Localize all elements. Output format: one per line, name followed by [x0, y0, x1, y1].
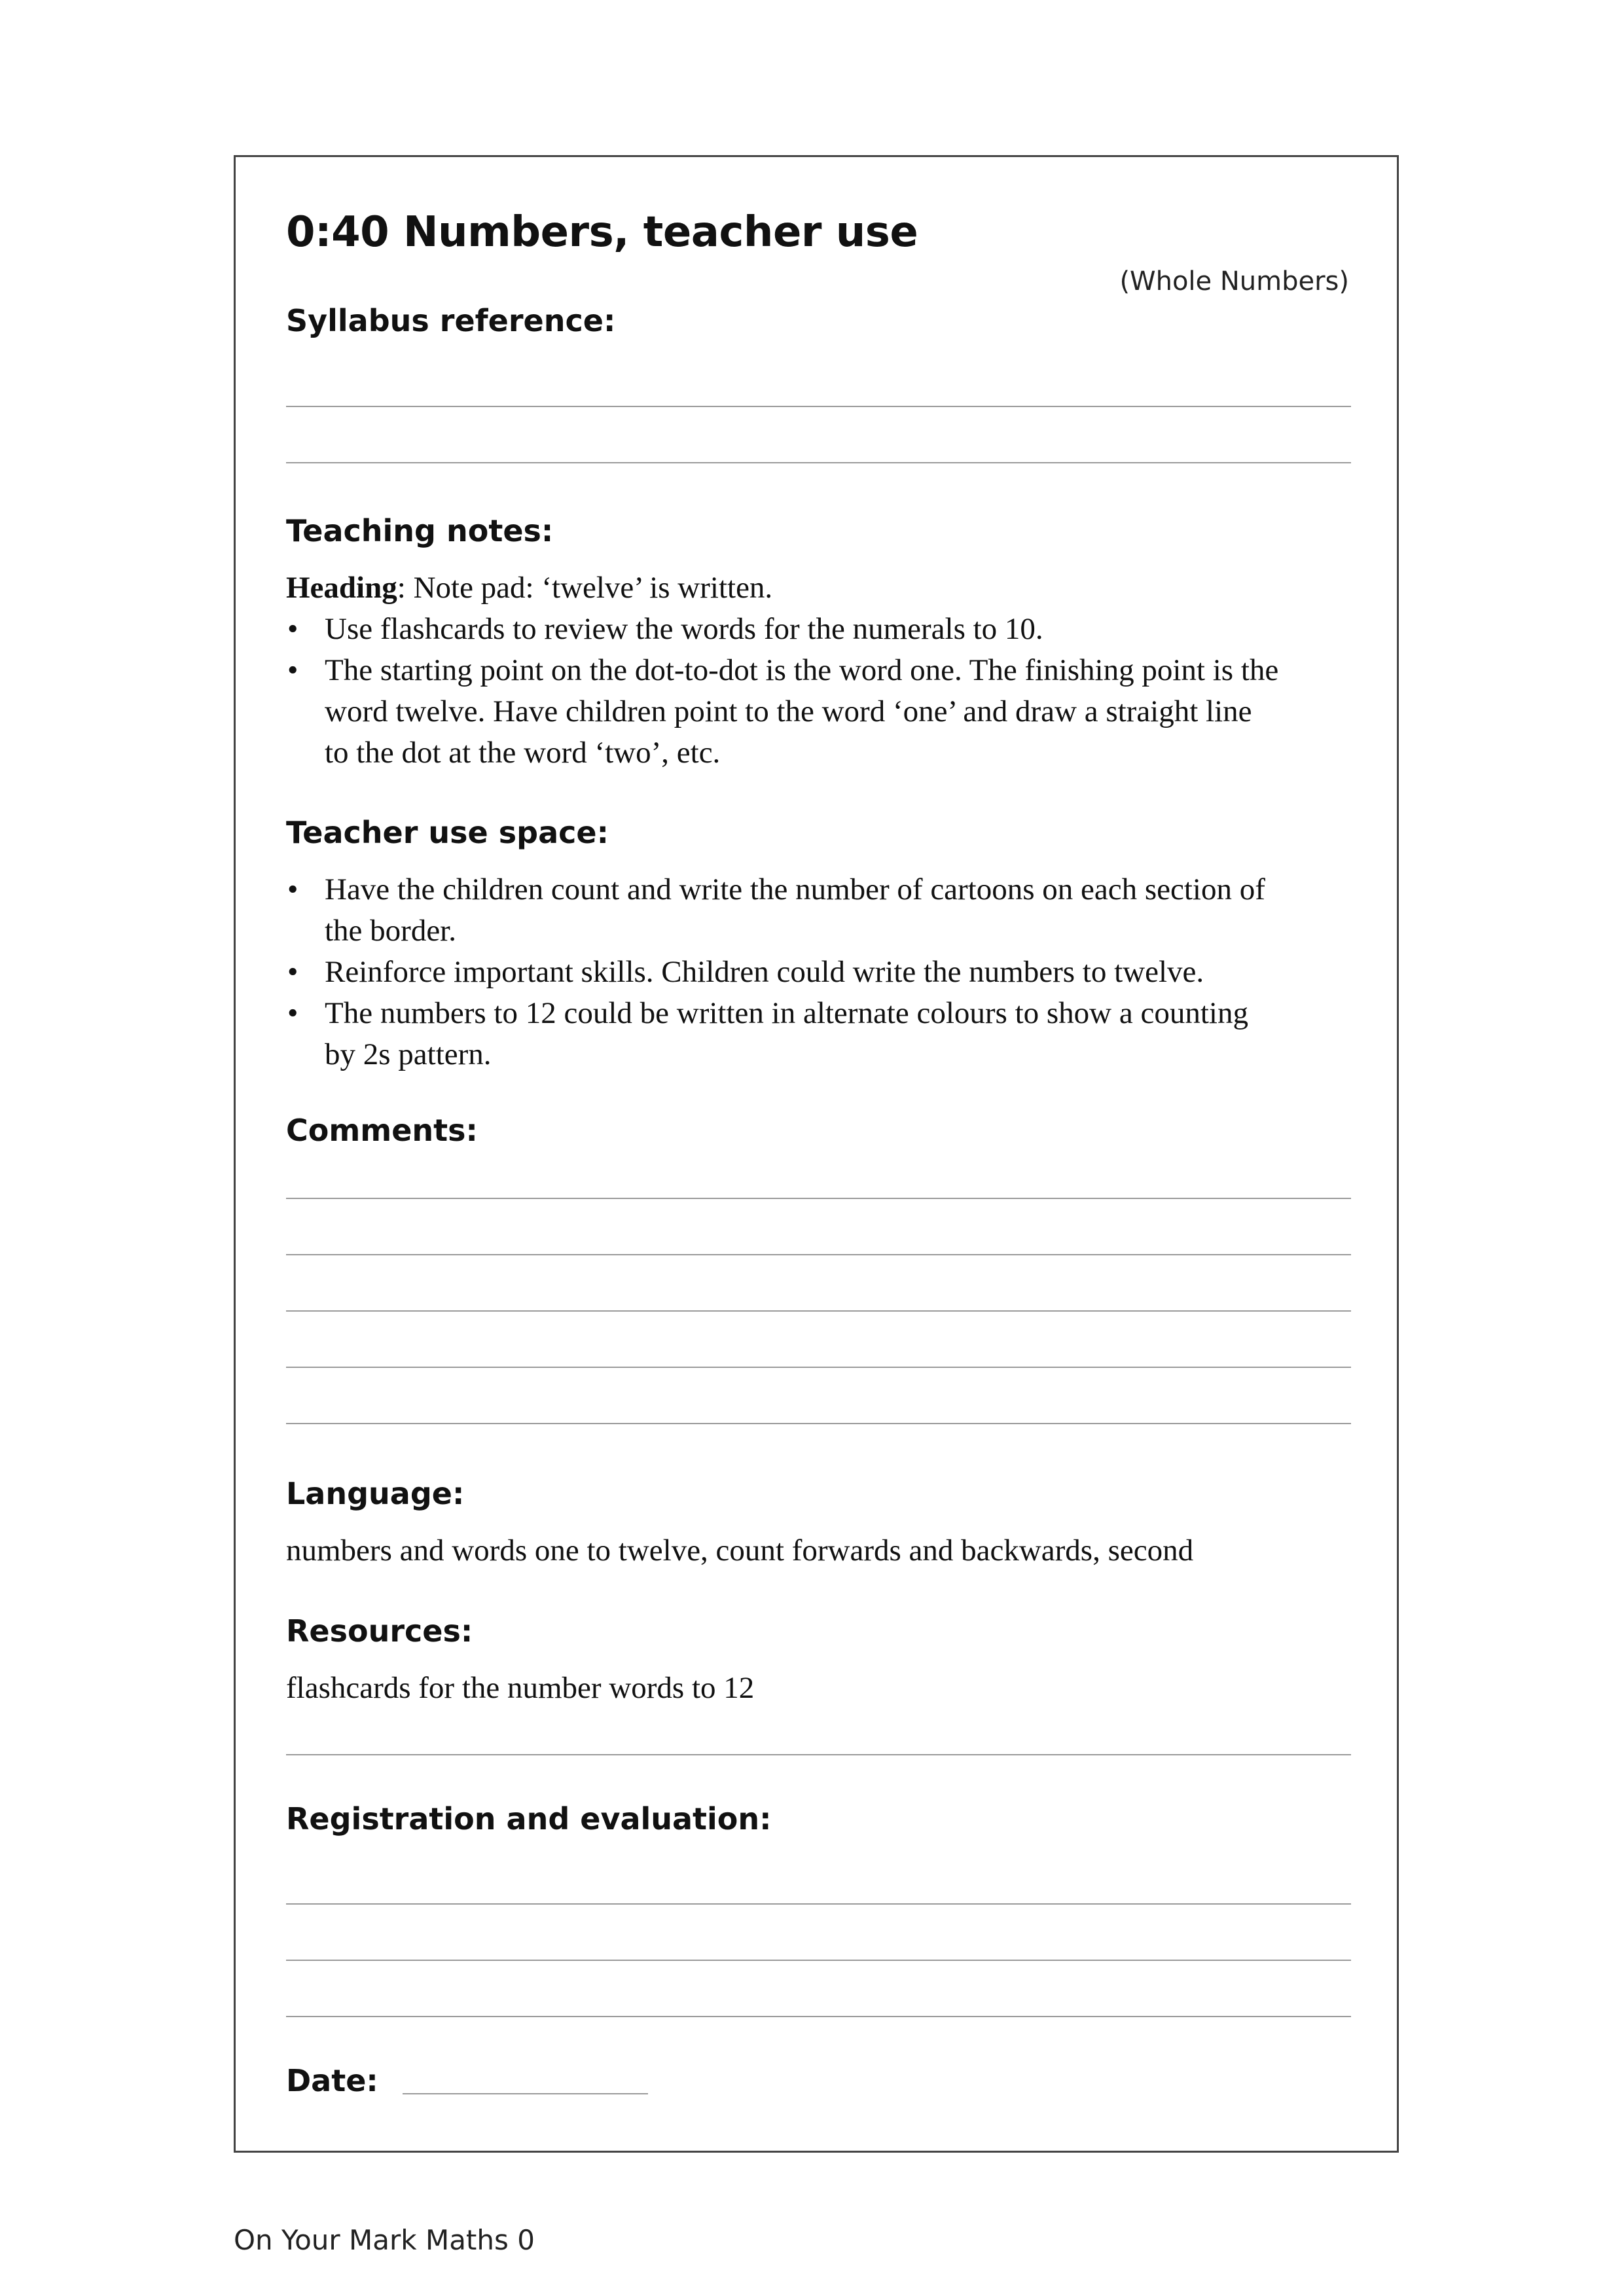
comments-line-2[interactable]	[286, 1254, 1351, 1255]
syllabus-line-1[interactable]	[286, 406, 1351, 407]
footer-text: On Your Mark Maths 0	[234, 2224, 535, 2256]
lead-text: : Note pad: ‘twelve’ is written.	[397, 571, 773, 605]
comments-line-1[interactable]	[286, 1198, 1351, 1199]
teaching-notes-heading: Teaching notes:	[286, 513, 554, 548]
teaching-notes-list	[286, 609, 1360, 774]
date-label: Date:	[286, 2063, 378, 2098]
lead-label: Heading	[286, 571, 397, 605]
list-item: • The numbers to 12 could be written in alternate colours to show a counting by 2s pattern.	[286, 993, 1360, 1075]
registration-line-1[interactable]	[286, 1903, 1351, 1905]
registration-line-2[interactable]	[286, 1960, 1351, 1961]
comments-heading: Comments:	[286, 1113, 478, 1148]
resources-line[interactable]	[286, 1754, 1351, 1755]
registration-line-3[interactable]	[286, 2016, 1351, 2017]
teaching-notes-lead	[286, 567, 1360, 609]
registration-heading: Registration and evaluation:	[286, 1801, 772, 1837]
teacher-use-list	[286, 869, 1360, 1075]
resources-text: flashcards for the number words to 12	[286, 1671, 755, 1705]
list-item: • Use flashcards to review the words for the numerals to 10.	[286, 609, 1360, 650]
strand-label: (Whole Numbers)	[1119, 266, 1349, 296]
list-item: • The starting point on the dot-to-dot is the word one. The finishing point is the word twelve. Have children point to the word ‘one’ and draw a straight line to the dot at the word ‘two’, etc.	[286, 650, 1360, 774]
language-text: numbers and words one to twelve, count forwards and backwards, second	[286, 1534, 1194, 1568]
list-item: • Have the children count and write the number of cartoons on each section of the border.	[286, 869, 1360, 952]
comments-line-4[interactable]	[286, 1367, 1351, 1368]
comments-line-5[interactable]	[286, 1423, 1351, 1424]
syllabus-line-2[interactable]	[286, 462, 1351, 463]
page-frame	[234, 155, 1399, 2153]
resources-heading: Resources:	[286, 1613, 473, 1649]
page-title: 0:40 Numbers, teacher use	[286, 208, 918, 257]
language-heading: Language:	[286, 1476, 465, 1511]
list-item: • Reinforce important skills. Children could write the numbers to twelve.	[286, 952, 1360, 993]
syllabus-heading: Syllabus reference:	[286, 303, 616, 338]
comments-line-3[interactable]	[286, 1310, 1351, 1312]
teacher-use-heading: Teacher use space:	[286, 815, 609, 850]
date-line[interactable]	[403, 2093, 648, 2094]
